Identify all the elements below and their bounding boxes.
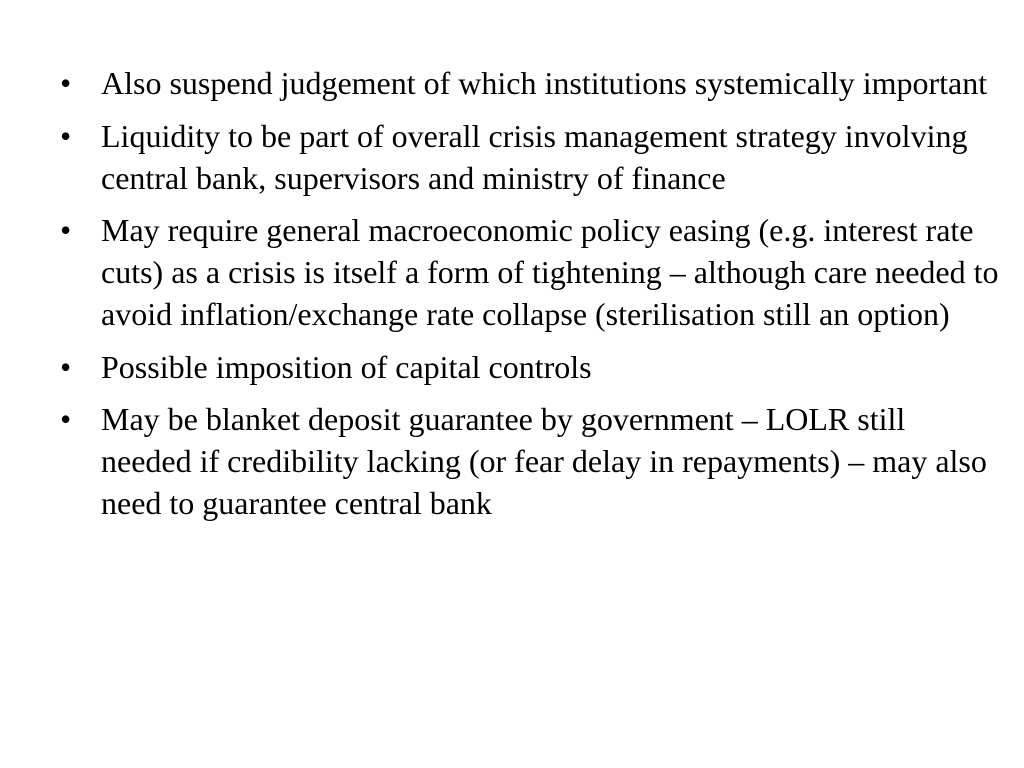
bullet-list <box>60 62 1000 535</box>
bullet-text: May be blanket deposit guarantee by government – LOLR still needed if credibility lacking (or fear delay in repayments) – may also need to guarantee central bank <box>101 401 987 521</box>
bullet-icon: • <box>60 212 72 248</box>
bullet-item-1 <box>60 62 1000 104</box>
bullet-text: May require general macroeconomic policy easing (e.g. interest rate cuts) as a crisis is itself a form of tightening – although care needed to avoid inflation/exchange rate collapse (sterilisation still an option) <box>101 212 999 332</box>
bullet-item-2 <box>60 115 1000 199</box>
bullet-item-5 <box>60 398 1000 524</box>
bullet-icon: • <box>60 401 72 437</box>
bullet-icon: • <box>60 348 72 385</box>
bullet-icon: • <box>60 65 72 101</box>
bullet-item-3 <box>60 209 1000 335</box>
bullet-text: Possible imposition of capital controls <box>101 348 592 385</box>
bullet-icon: • <box>60 117 72 154</box>
bullet-item-4 <box>60 346 1000 388</box>
bullet-text: Liquidity to be part of overall crisis management strategy involving central bank, supervisors and ministry of finance <box>101 117 968 196</box>
bullet-text: Also suspend judgement of which institutions systemically important <box>101 65 988 101</box>
